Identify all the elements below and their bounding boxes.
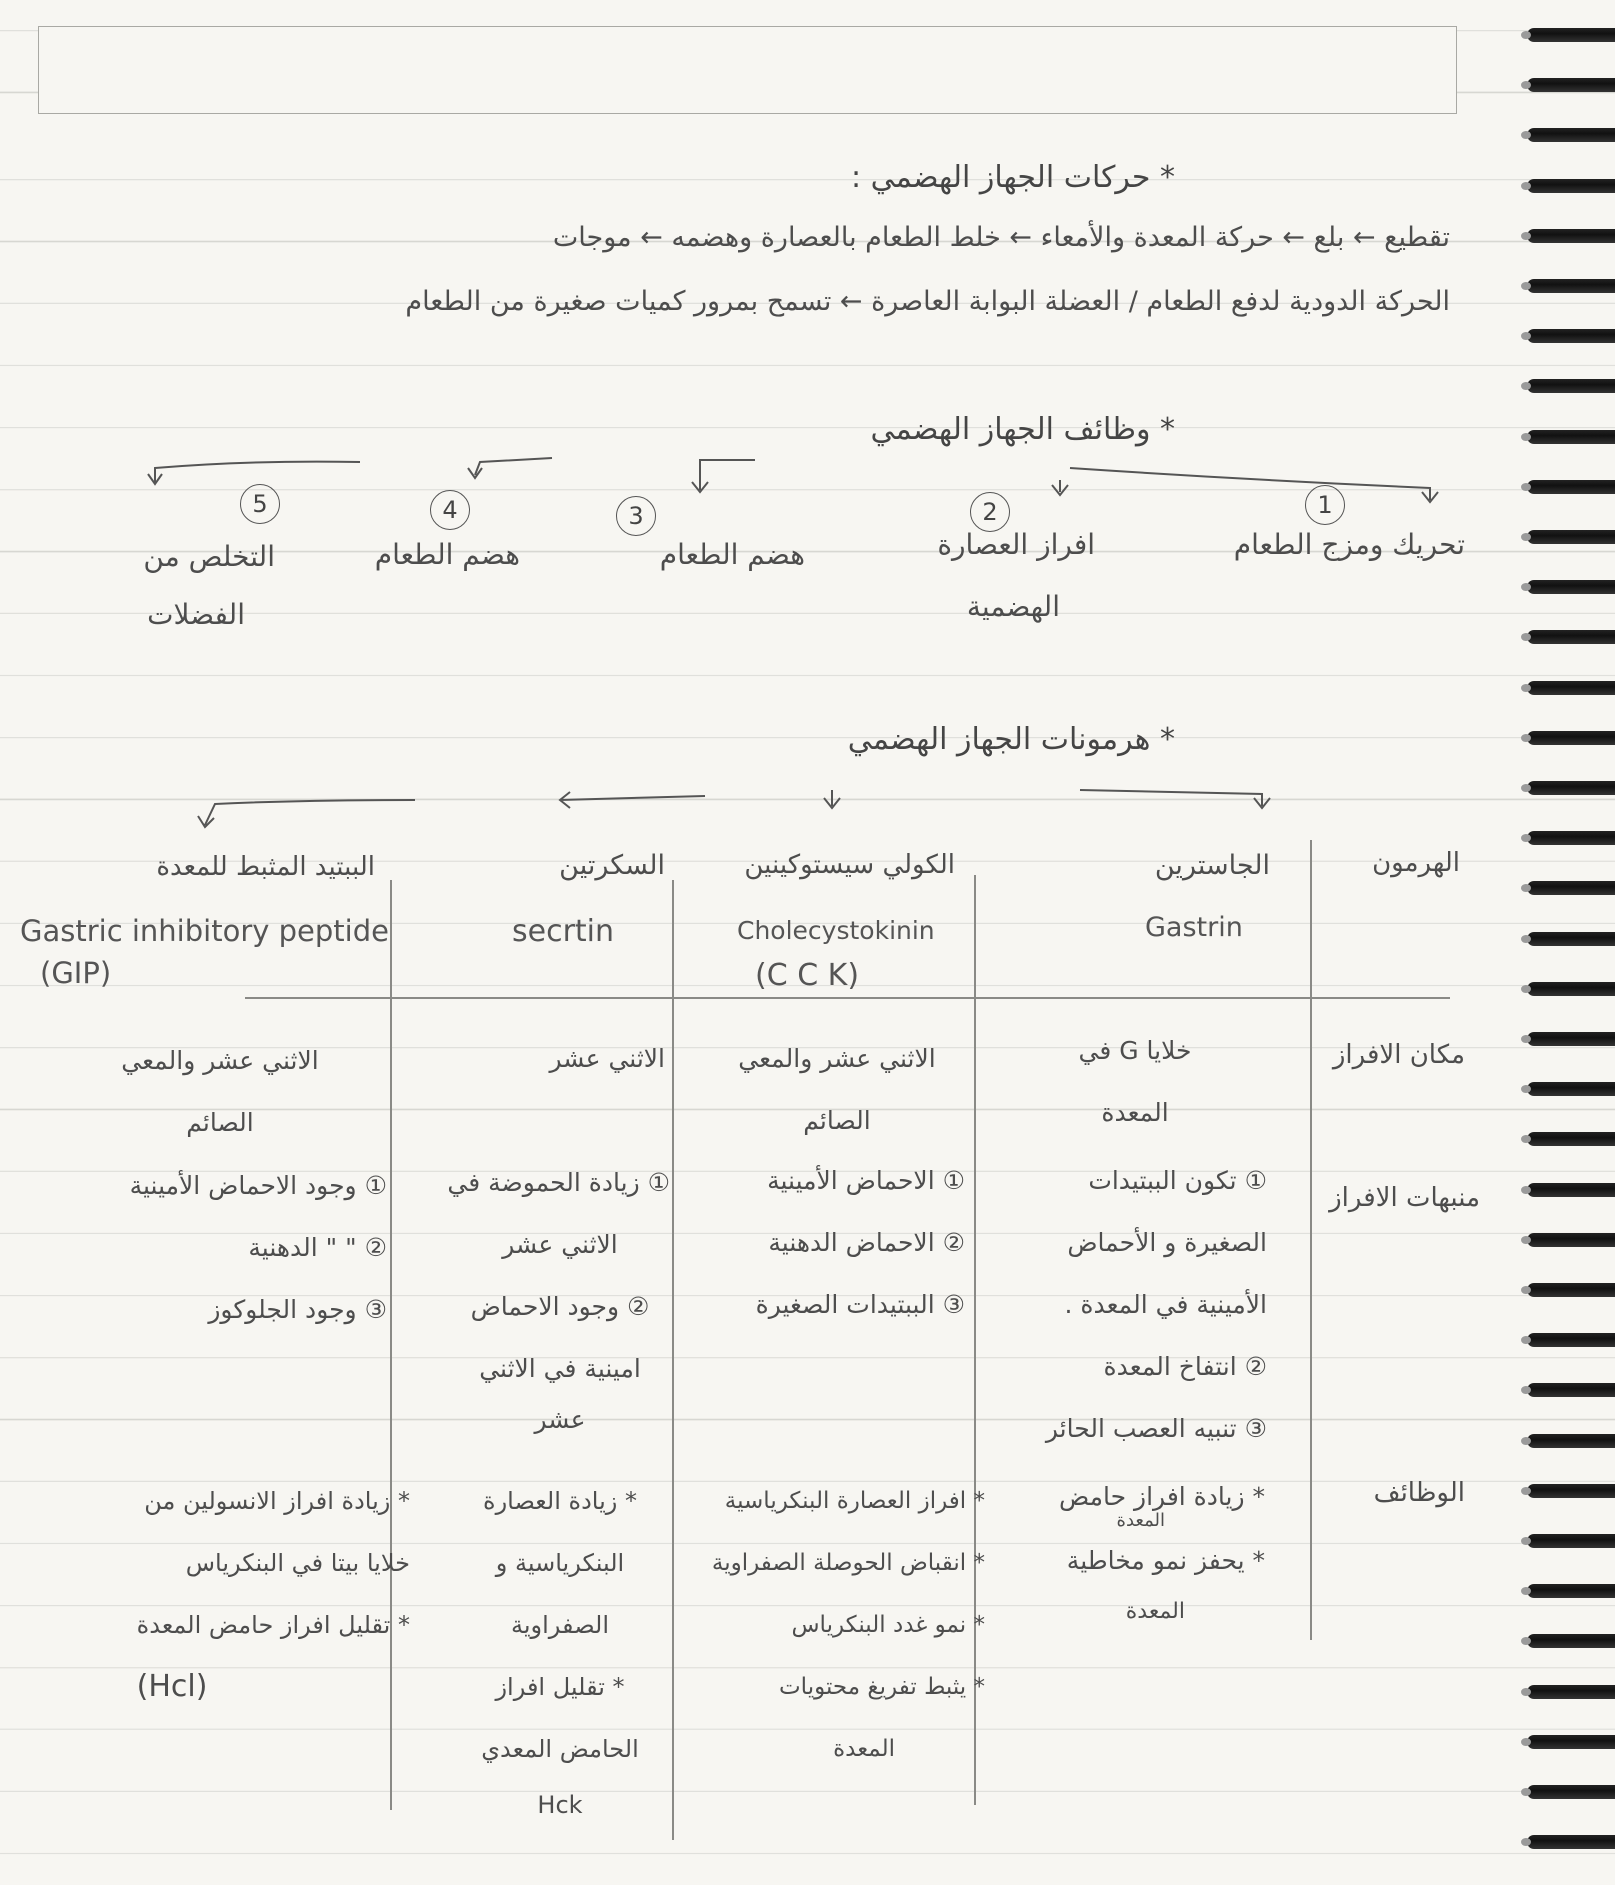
cck-site-line-1: الاثني عشر والمعي bbox=[738, 1044, 936, 1073]
row-header-stimuli: منبهات الافراز bbox=[1329, 1183, 1480, 1213]
table-divider-1 bbox=[1310, 840, 1312, 1640]
secretin-function-2c: Hck bbox=[537, 1791, 583, 1819]
movements-line-2: الحركة الدودية لدفع الطعام / العضلة البوابة العاصرة ← تسمح بمرور كميات صغيرة من الطعام bbox=[405, 286, 1450, 317]
gastrin-function-2b: المعدة bbox=[1125, 1599, 1185, 1624]
spiral-ring bbox=[1527, 1534, 1615, 1548]
gastrin-site bbox=[1005, 1020, 1265, 1144]
spiral-ring bbox=[1527, 1132, 1615, 1146]
spiral-ring bbox=[1527, 731, 1615, 745]
cck-stimulus-2: ② الاحماض الدهنية bbox=[768, 1228, 965, 1257]
secretin-function-1c: الصفراوية bbox=[511, 1611, 609, 1639]
function-label-2b: الهضمية bbox=[966, 590, 1060, 623]
function-label-3: هضم الطعام bbox=[659, 538, 805, 571]
secretin-site bbox=[549, 1028, 665, 1090]
gastrin-stimulus-3: ③ تنبيه العصب الحائر bbox=[1045, 1414, 1267, 1443]
function-number-2: 2 bbox=[970, 492, 1010, 532]
secretin-function-1: * زيادة العصارة bbox=[483, 1487, 637, 1515]
spiral-ring bbox=[1527, 1333, 1615, 1347]
hormones-title: * هرمونات الجهاز الهضمي bbox=[847, 722, 1175, 757]
functions-title: * وظائف الجهاز الهضمي bbox=[870, 412, 1175, 447]
row-header-hormone: الهرمون bbox=[1372, 848, 1460, 878]
row-header-functions: الوظائف bbox=[1373, 1478, 1465, 1508]
spiral-ring bbox=[1527, 1183, 1615, 1197]
function-label-5: التخلص من bbox=[143, 540, 275, 573]
gastrin-stimulus-2: ② انتفاخ المعدة bbox=[1103, 1352, 1267, 1381]
movements-title: * حركات الجهاز الهضمي : bbox=[851, 160, 1175, 195]
spiral-ring bbox=[1527, 480, 1615, 494]
row-header-site: مكان الافراز bbox=[1332, 1040, 1465, 1070]
gastrin-site-line-2: المعدة bbox=[1101, 1098, 1169, 1127]
spiral-ring bbox=[1527, 932, 1615, 946]
secretin-stimulus-2c: عشر bbox=[534, 1405, 586, 1434]
gip-site bbox=[70, 1030, 370, 1154]
table-header-rule bbox=[245, 997, 1450, 999]
spiral-ring bbox=[1527, 982, 1615, 996]
cck-function-2: * انقباض الحوصلة الصفراوية bbox=[711, 1550, 985, 1576]
gastrin-ar-name: الجاسترين bbox=[1154, 850, 1270, 881]
cck-stimulus-3: ③ الببتيدات الصغيرة bbox=[755, 1290, 965, 1319]
gip-en-abbr: (GIP) bbox=[40, 956, 112, 990]
gastrin-function-1b: المعدة bbox=[1116, 1510, 1165, 1531]
spiral-ring bbox=[1527, 1634, 1615, 1648]
spiral-ring bbox=[1527, 1283, 1615, 1297]
gip-en-name: Gastric inhibitory peptide bbox=[20, 914, 389, 948]
spiral-ring bbox=[1527, 128, 1615, 142]
gastrin-function-2: * يحفز نمو مخاطية bbox=[1066, 1546, 1265, 1575]
gastrin-function-1: * زيادة افراز حامض bbox=[1058, 1482, 1265, 1511]
gastrin-stimuli bbox=[1046, 1150, 1267, 1460]
gip-site-line-2: الصائم bbox=[186, 1108, 254, 1137]
cck-site-line-2: الصائم bbox=[803, 1106, 871, 1135]
gastrin-stimulus-1b: الصغيرة و الأحماض bbox=[1067, 1228, 1267, 1257]
spiral-ring bbox=[1527, 530, 1615, 544]
gip-ar-name: الببتيد المثبط للمعدة bbox=[156, 852, 375, 882]
spiral-ring bbox=[1527, 831, 1615, 845]
cck-functions bbox=[712, 1470, 985, 1780]
secretin-ar-name: السكرتين bbox=[559, 850, 665, 881]
cck-stimulus-1: ① الاحماض الأمينية bbox=[767, 1166, 965, 1195]
gastrin-stimulus-1c: الأمينية في المعدة . bbox=[1064, 1290, 1267, 1319]
spiral-ring bbox=[1527, 229, 1615, 243]
gip-function-2: * تقليل افراز حامض المعدة bbox=[136, 1611, 410, 1639]
movements-line-1: تقطيع ← بلع ← حركة المعدة والأمعاء ← خلط الطعام بالعصارة وهضمه ← موجات bbox=[552, 222, 1450, 253]
gip-functions bbox=[137, 1470, 410, 1718]
spiral-ring bbox=[1527, 781, 1615, 795]
function-label-2: افراز العصارة bbox=[937, 528, 1095, 561]
secretin-stimulus-2b: امينية في الاثني bbox=[479, 1354, 641, 1383]
secretin-function-1b: البنكرياسية و bbox=[495, 1549, 625, 1577]
function-number-3: 3 bbox=[616, 496, 656, 536]
gastrin-en-name: Gastrin bbox=[1145, 912, 1243, 943]
function-number-5: 5 bbox=[240, 484, 280, 524]
secretin-en-name: secrtin bbox=[512, 914, 615, 949]
spiral-ring bbox=[1527, 1685, 1615, 1699]
spiral-ring bbox=[1527, 1584, 1615, 1598]
secretin-function-2b: الحامض المعدي bbox=[481, 1735, 639, 1763]
spiral-ring bbox=[1527, 630, 1615, 644]
secretin-function-2: * تقليل افراز bbox=[495, 1673, 625, 1701]
secretin-stimulus-2: ② وجود الاحماض bbox=[470, 1292, 650, 1321]
cck-stimuli bbox=[756, 1150, 965, 1336]
spiral-ring bbox=[1527, 1835, 1615, 1849]
spiral-ring bbox=[1527, 681, 1615, 695]
gip-function-1: * زيادة افراز الانسولين من bbox=[144, 1487, 410, 1515]
cck-function-4b: المعدة bbox=[833, 1736, 895, 1762]
spiral-ring bbox=[1527, 1032, 1615, 1046]
gip-stimulus-2: ② " " الدهنية bbox=[248, 1233, 387, 1262]
spiral-ring bbox=[1527, 1082, 1615, 1096]
function-label-4: هضم الطعام bbox=[374, 538, 520, 571]
secretin-stimuli bbox=[447, 1152, 670, 1440]
table-divider-3 bbox=[672, 880, 674, 1840]
spiral-ring bbox=[1527, 379, 1615, 393]
cck-function-4: * يثبط تفريغ محتويات bbox=[779, 1674, 985, 1700]
cck-function-1: * افراز العصارة البنكرياسية bbox=[724, 1488, 985, 1514]
gip-site-line-1: الاثني عشر والمعي bbox=[121, 1046, 319, 1075]
functions-arrows bbox=[0, 440, 1480, 530]
spiral-ring bbox=[1527, 1434, 1615, 1448]
secretin-stimulus-1: ① زيادة الحموضة في bbox=[447, 1168, 670, 1197]
gastrin-stimulus-1: ① تكون الببتيدات bbox=[1088, 1166, 1267, 1195]
spiral-ring bbox=[1527, 329, 1615, 343]
spiral-ring bbox=[1527, 1484, 1615, 1498]
secretin-functions bbox=[450, 1470, 670, 1830]
spiral-ring bbox=[1527, 1785, 1615, 1799]
header-box bbox=[38, 26, 1457, 114]
spiral-ring bbox=[1527, 1233, 1615, 1247]
cck-ar-name: الكولي سيستوكينين bbox=[744, 850, 955, 880]
gip-function-1b: خلايا بيتا في البنكرياس bbox=[185, 1549, 410, 1577]
gip-function-2b: (Hcl) bbox=[136, 1669, 208, 1704]
gip-stimulus-1: ① وجود الاحماض الأمينية bbox=[129, 1171, 387, 1200]
spiral-ring bbox=[1527, 881, 1615, 895]
cck-en-abbr: (C C K) bbox=[755, 958, 860, 993]
spiral-ring bbox=[1527, 430, 1615, 444]
gip-stimulus-3: ③ وجود الجلوكوز bbox=[208, 1295, 387, 1324]
spiral-ring bbox=[1527, 78, 1615, 92]
gastrin-functions bbox=[1059, 1466, 1265, 1632]
function-number-1: 1 bbox=[1305, 485, 1345, 525]
cck-function-3: * نمو غدد البنكرياس bbox=[791, 1612, 985, 1638]
secretin-stimulus-1b: الاثني عشر bbox=[502, 1230, 618, 1259]
function-number-4: 4 bbox=[430, 490, 470, 530]
spiral-ring bbox=[1527, 1735, 1615, 1749]
cck-en-name: Cholecystokinin bbox=[737, 916, 935, 945]
cck-site bbox=[707, 1028, 967, 1152]
spiral-binding bbox=[1520, 0, 1615, 1885]
secretin-site-line-1: الاثني عشر bbox=[549, 1044, 665, 1073]
gastrin-site-line-1: خلايا G في bbox=[1078, 1036, 1192, 1065]
gip-stimuli bbox=[130, 1155, 387, 1341]
spiral-ring bbox=[1527, 580, 1615, 594]
function-label-1: تحريك ومزج الطعام bbox=[1233, 528, 1465, 561]
spiral-ring bbox=[1527, 179, 1615, 193]
spiral-ring bbox=[1527, 1383, 1615, 1397]
hormones-arrows bbox=[0, 770, 1480, 850]
spiral-ring bbox=[1527, 28, 1615, 42]
spiral-ring bbox=[1527, 279, 1615, 293]
function-label-5b: الفضلات bbox=[147, 598, 245, 631]
